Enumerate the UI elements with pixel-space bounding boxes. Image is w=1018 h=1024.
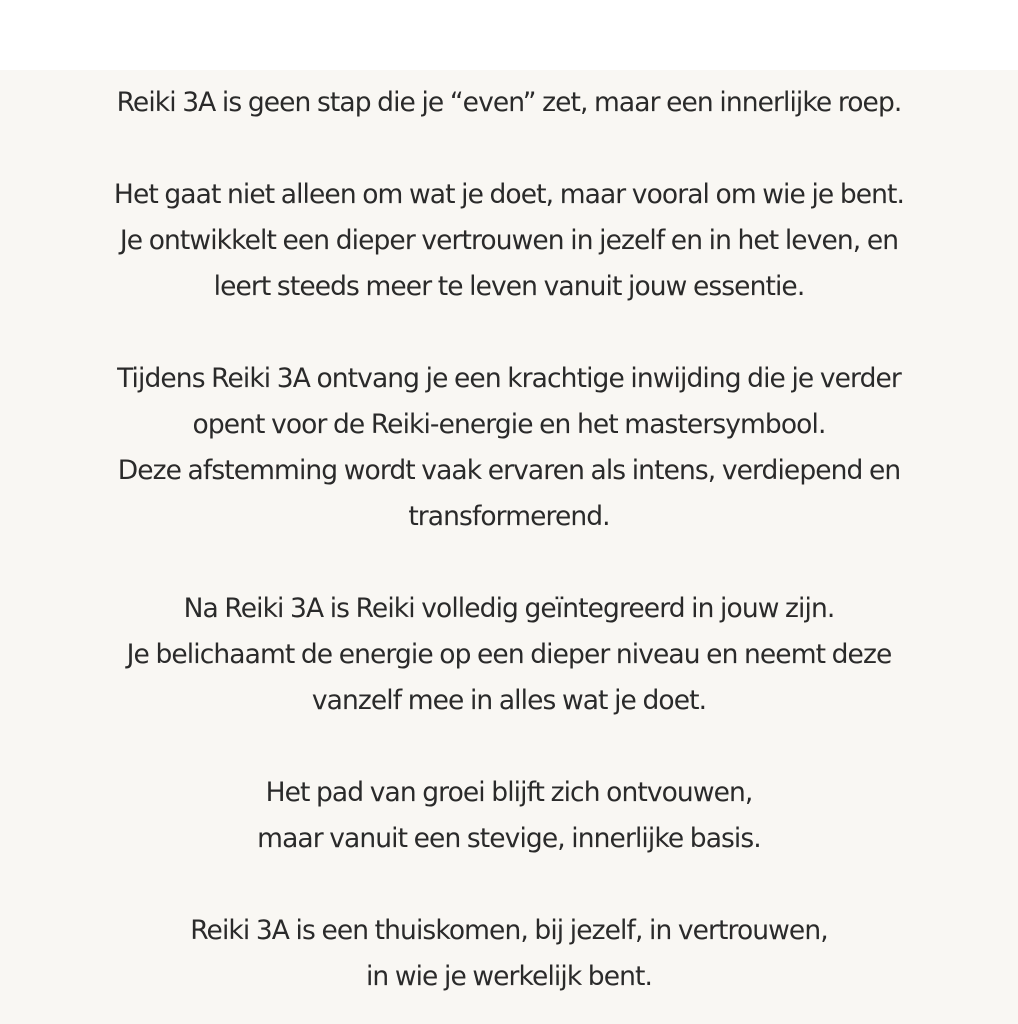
text-line: Tijdens Reiki 3A ontvang je een krachtige inwijding die je verder	[117, 363, 901, 394]
paragraph-integration	[0, 586, 1018, 724]
text-line: Na Reiki 3A is Reiki volledig geïntegreerd in jouw zijn.	[183, 593, 835, 624]
paragraph-homecoming	[0, 908, 1018, 1000]
text-line: Je ontwikkelt een dieper vertrouwen in jezelf en in het leven, en	[119, 225, 899, 256]
text-line: vanzelf mee in alles wat je doet.	[311, 685, 707, 716]
paragraph-essence	[0, 172, 1018, 310]
content-panel	[0, 70, 1018, 1024]
text-line: Het gaat niet alleen om wat je doet, maar vooral om wie je bent.	[113, 179, 905, 210]
top-band	[0, 0, 1018, 70]
paragraph-intro	[0, 80, 1018, 126]
text-line: Je belichaamt de energie op een dieper niveau en neemt deze	[126, 639, 892, 670]
text-line: transformerend.	[408, 501, 610, 532]
text-line: opent voor de Reiki-energie en het mastersymbool.	[192, 409, 826, 440]
paragraph-growth	[0, 770, 1018, 862]
text-line: Reiki 3A is geen stap die je “even” zet, maar een innerlijke roep.	[116, 87, 902, 118]
text-line: in wie je werkelijk bent.	[365, 961, 653, 992]
text-line: Het pad van groei blijft zich ontvouwen,	[265, 777, 753, 808]
text-line: Deze afstemming wordt vaak ervaren als intens, verdiepend en	[117, 455, 901, 486]
paragraph-initiation	[0, 356, 1018, 540]
text-line: Reiki 3A is een thuiskomen, bij jezelf, in vertrouwen,	[190, 915, 828, 946]
text-line: leert steeds meer te leven vanuit jouw essentie.	[213, 271, 805, 302]
text-line: maar vanuit een stevige, innerlijke basis.	[257, 823, 761, 854]
